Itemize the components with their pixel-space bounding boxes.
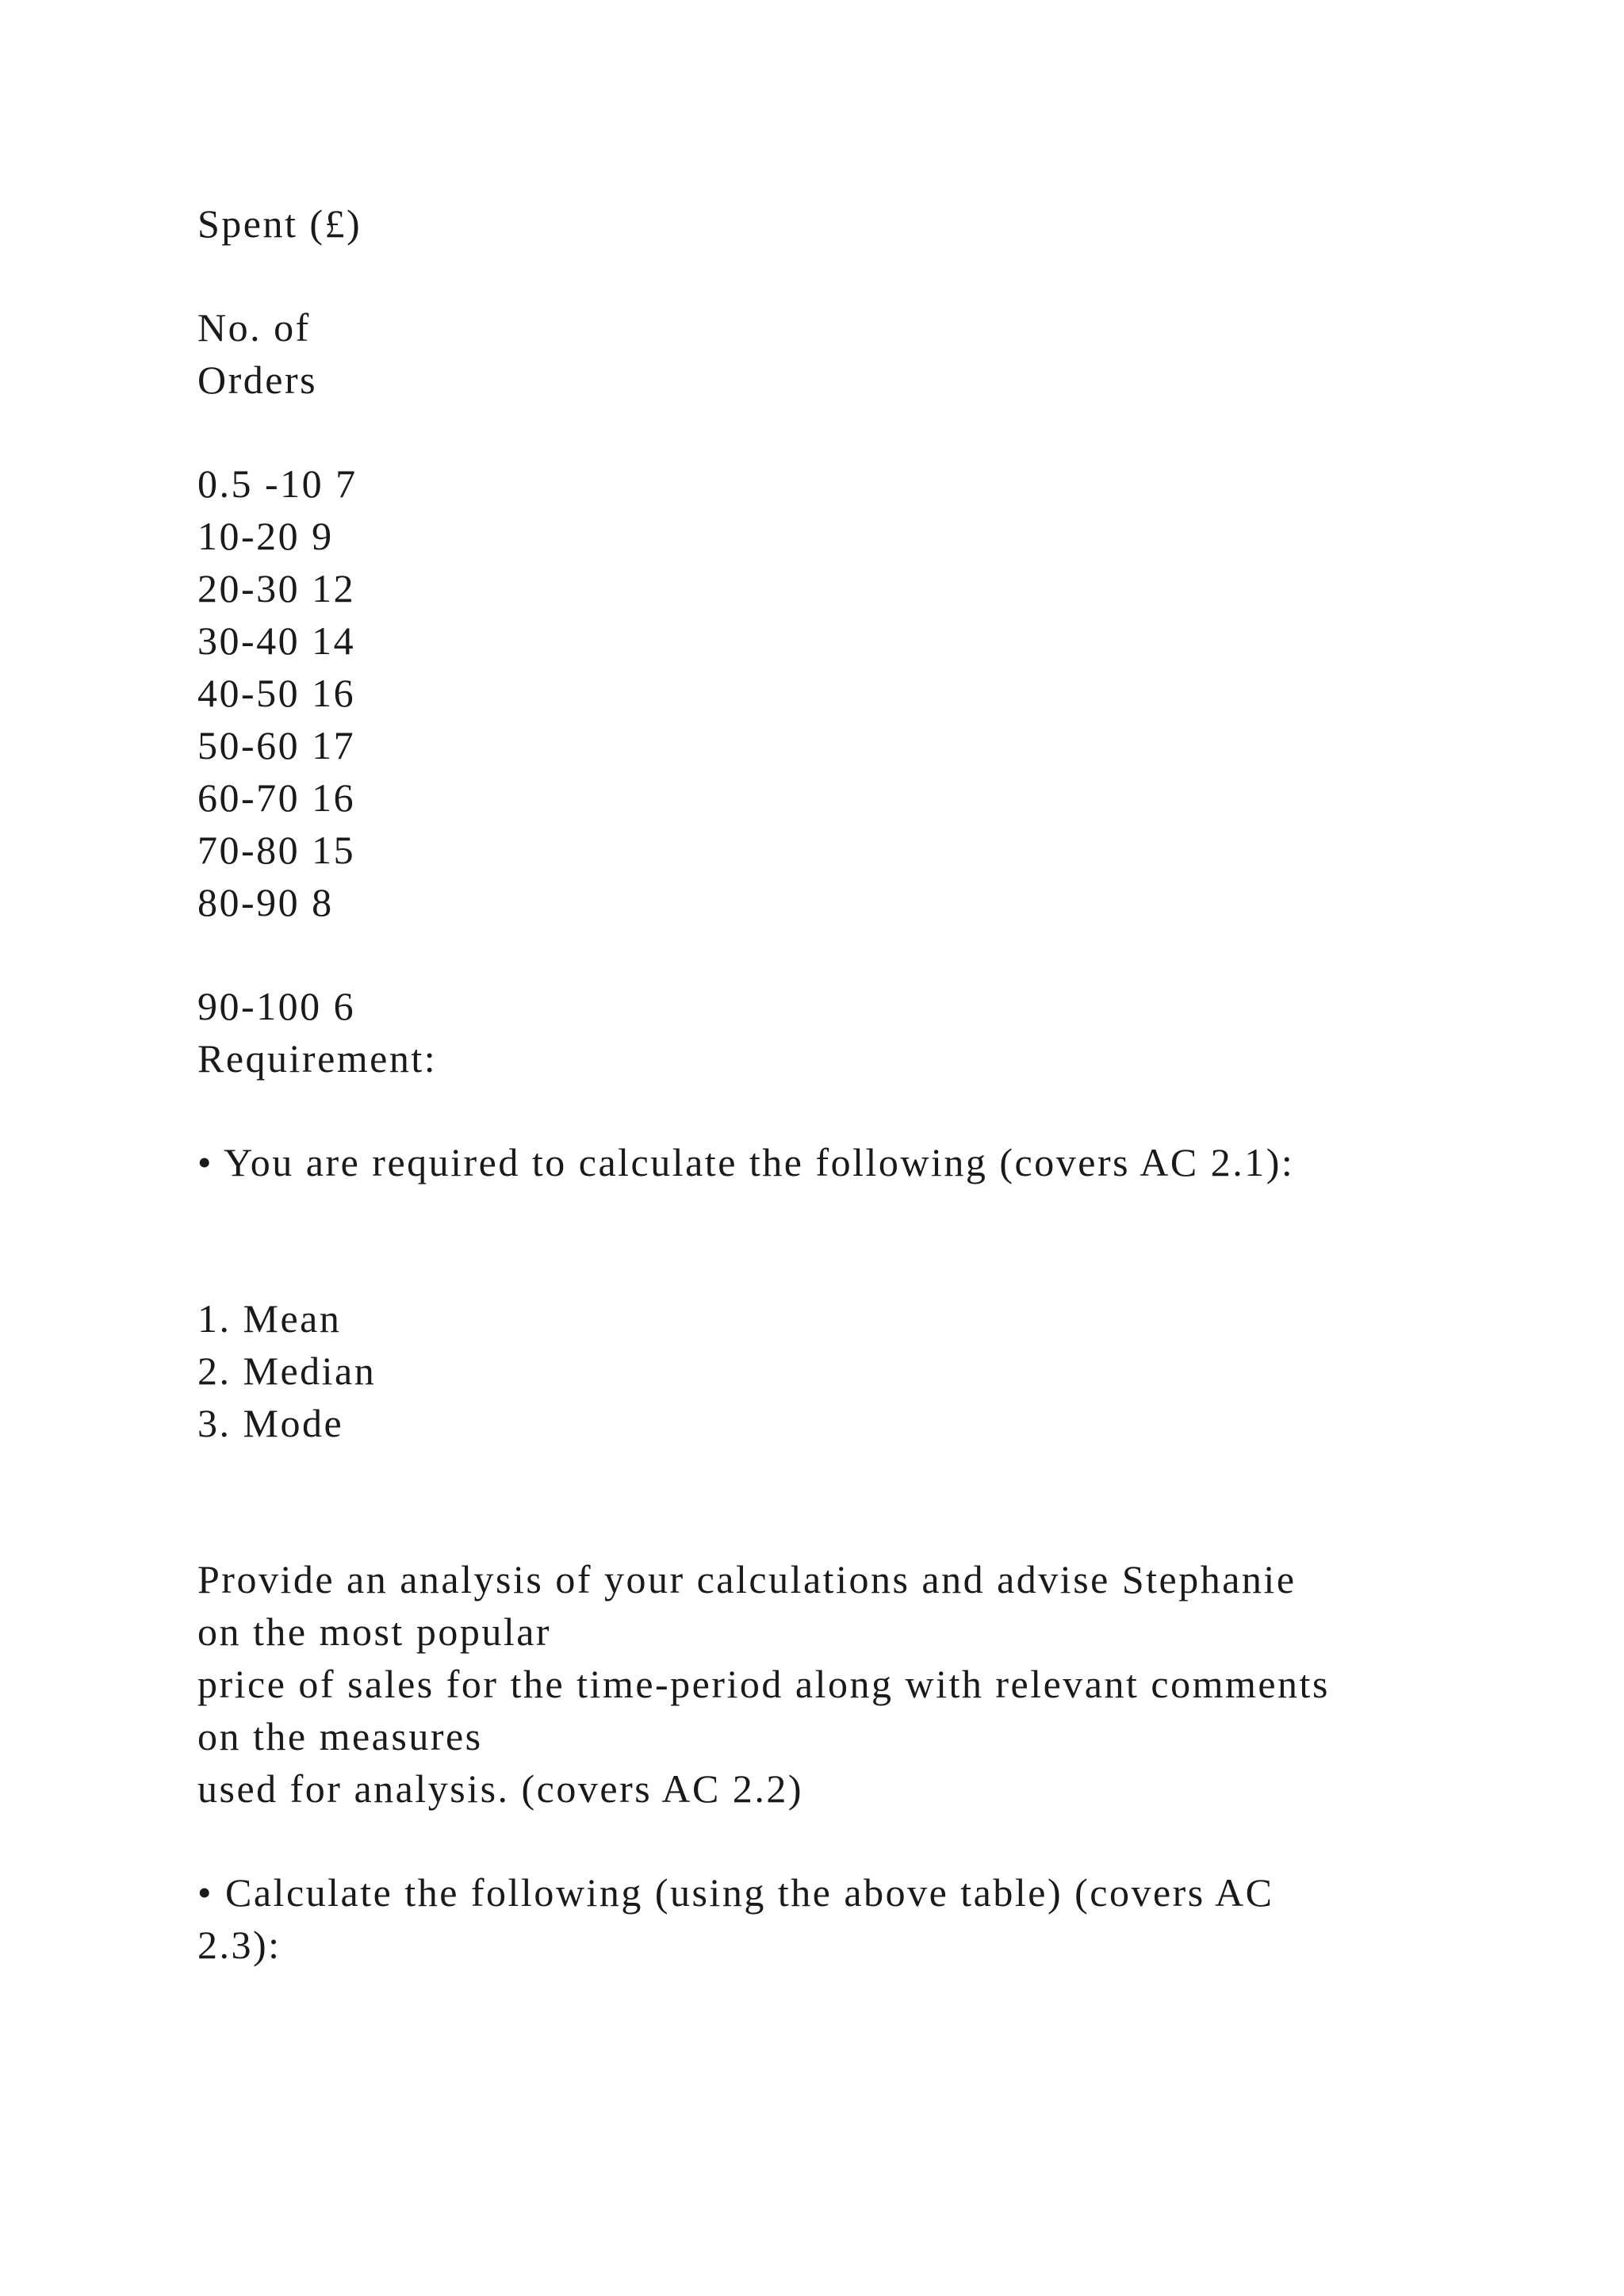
analysis-line-2: on the most popular [197, 1609, 552, 1654]
table-row: 60-70 16 [197, 775, 356, 820]
table-row: 40-50 16 [197, 671, 356, 715]
requirement-heading: Requirement: [197, 1036, 438, 1081]
analysis-line-1: Provide an analysis of your calculations and advise Stephanie [197, 1557, 1297, 1601]
list-item-median: 2. Median [197, 1349, 377, 1393]
orders-heading-line-2: Orders [197, 358, 318, 402]
bullet-calculate-ac23-line-2: 2.3): [197, 1923, 282, 1967]
analysis-line-5: used for analysis. (covers AC 2.2) [197, 1766, 804, 1811]
bullet-calculate-ac23-line-1: • Calculate the following (using the above table) (covers AC [197, 1870, 1274, 1915]
table-row: 50-60 17 [197, 723, 356, 767]
table-row: 90-100 6 [197, 984, 356, 1028]
table-row: 20-30 12 [197, 566, 356, 610]
table-row: 70-80 15 [197, 828, 356, 872]
table-row: 30-40 14 [197, 618, 356, 663]
analysis-line-4: on the measures [197, 1714, 483, 1758]
list-item-mode: 3. Mode [197, 1401, 344, 1445]
analysis-line-3: price of sales for the time-period along with relevant comments [197, 1662, 1330, 1706]
table-row: 0.5 -10 7 [197, 461, 358, 506]
table-row: 10-20 9 [197, 514, 334, 558]
list-item-mean: 1. Mean [197, 1296, 342, 1341]
table-row: 80-90 8 [197, 880, 334, 924]
orders-heading-line-1: No. of [197, 305, 311, 350]
spent-heading: Spent (£) [197, 201, 362, 246]
bullet-calculate-ac21: • You are required to calculate the following (covers AC 2.1): [197, 1140, 1295, 1184]
